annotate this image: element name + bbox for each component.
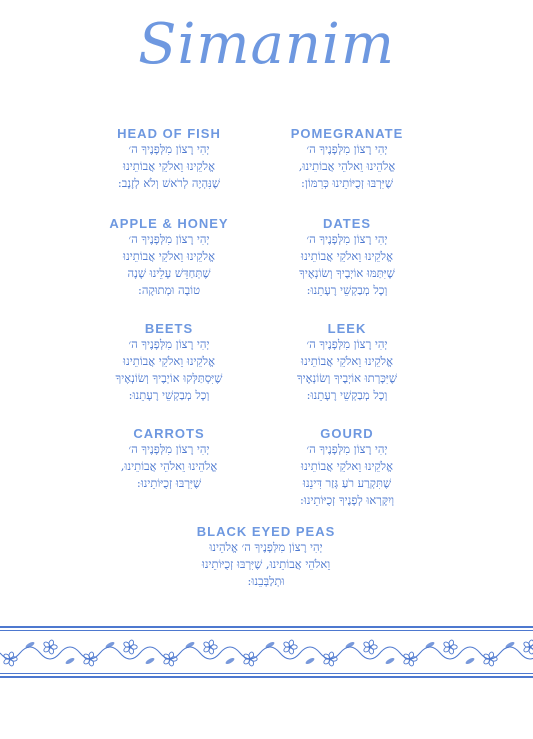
blessing-line: אֱלֹקֵינוּ וֵאלֹקֵי אֲבוֹתֵינוּ [123,249,215,263]
blessing-line: אֱלֹהֵינוּ וֵאלֹהֵי אֲבוֹתֵינוּ, [120,459,218,473]
flower-icon [203,639,217,654]
blessing-line: יְהִי רָצוֹן מִלְּפָנֶיךָ ה׳ [306,142,388,156]
flower-icon [243,651,257,666]
page-title: Simanim [138,12,395,77]
blessing-line: יְהִי רָצוֹן מִלְּפָנֶיךָ ה׳ אֱלֹהֵינוּ [209,540,323,554]
flower-icon [523,639,533,654]
blessing-line: אֱלֹקֵינוּ וֵאלֹקֵי אֲבוֹתֵינוּ [301,459,393,473]
blessing-line: יְהִי רָצוֹן מִלְּפָנֶיךָ ה׳ [128,142,210,156]
flower-icon [403,651,417,666]
block-head-of-fish [84,126,254,192]
leaf-icon [225,657,236,665]
flower-icon [323,651,337,666]
blessing-line: וְכָל מְבַקְשֵׁי רָעָתֵנוּ: [128,388,210,402]
block-pomegranate [262,126,432,192]
blessing-line: שֶׁנִּהְיֶה לְרֹאשׁ וְלֹא לְזָנָב: [117,176,221,190]
border-rule-bottom-inner [0,673,533,674]
block-carrots [84,426,254,492]
blessing-line: אֱלֹקֵינוּ וֵאלֹקֵי אֲבוֹתֵינוּ [123,354,215,368]
block-heading: BEETS [144,321,194,336]
flower-icon [3,651,17,666]
blessing-line: יְהִי רָצוֹן מִלְּפָנֶיךָ ה׳ [306,232,388,246]
block-heading: LEEK [327,321,367,336]
blessing-line: אֱלֹקֵינוּ וֵאלֹקֵי אֲבוֹתֵינוּ [123,159,215,173]
blessing-line: וְיִקָּרְאוּ לְפָנֶיךָ זְכֻיּוֹתֵינוּ: [299,493,395,507]
block-heading: GOURD [320,426,374,441]
blessing-line: יְהִי רָצוֹן מִלְּפָנֶיךָ ה׳ [306,442,388,456]
floral-vine-icon [0,633,533,673]
leaf-icon [145,657,156,665]
leaf-icon [385,657,396,665]
floral-vine-border-icon [0,626,533,678]
blessing-line: שֶׁיִּרְבּוּ זְכֻיּוֹתֵינוּ כְּרִמּוֹן: [301,176,393,190]
flower-icon [123,639,137,654]
blessing-line: שֶׁיִּכָּרְתוּ אוֹיְבֶיךָ וְשׂוֹנְאֶיךָ [296,371,398,385]
block-heading: HEAD OF FISH [117,126,221,141]
flower-icon [363,639,377,654]
blessing-line: שֶׁתִּקְרַע רֹעַ גְּזַר דִּינֵנוּ [302,476,392,490]
blessing-line: יְהִי רָצוֹן מִלְּפָנֶיךָ ה׳ [128,232,210,246]
blessing-line: שֶׁיִּסְתַּלְּקוּ אוֹיְבֶיךָ וְשׂוֹנְאֶיךָ [115,371,223,385]
flower-icon [483,651,497,666]
leaf-icon [65,657,76,665]
block-leek [262,321,432,404]
blessing-line: יְהִי רָצוֹן מִלְּפָנֶיךָ ה׳ [306,337,388,351]
blessing-line: וְכָל מְבַקְשֵׁי רָעָתֵנוּ: [306,388,388,402]
border-rule-top-inner [0,630,533,631]
blessing-line: שֶׁיִּרְבּוּ זְכֻיּוֹתֵינוּ: [136,476,202,490]
leaf-icon [465,657,476,665]
flower-icon [283,639,297,654]
block-gourd [262,426,432,509]
blessing-line: אֱלֹהֵינוּ וֵאלֹהֵי אֲבוֹתֵינוּ, [298,159,396,173]
block-heading: BLACK EYED PEAS [196,524,336,539]
block-heading: CARROTS [133,426,205,441]
blessing-line: יְהִי רָצוֹן מִלְּפָנֶיךָ ה׳ [128,442,210,456]
leaf-icon [305,657,316,665]
flower-icon [443,639,457,654]
blessing-line: וֵאלֹהֵי אֲבוֹתֵינוּ, שֶׁיִּרְבּוּ זְכֻיּוֹתֵינוּ [201,557,331,571]
border-rule-top [0,626,533,628]
block-black-eyed-peas [166,524,366,590]
block-beets [84,321,254,404]
blessing-line: שֶׁיִּתַּמּוּ אוֹיְבֶיךָ וְשׂוֹנְאֶיךָ [299,266,395,280]
block-apple-honey [84,216,254,299]
block-heading: DATES [322,216,372,231]
block-heading: POMEGRANATE [290,126,404,141]
block-dates [262,216,432,299]
flower-icon [83,651,97,666]
flower-icon [43,639,57,654]
blessing-line: יְהִי רָצוֹן מִלְּפָנֶיךָ ה׳ [128,337,210,351]
blessing-line: אֱלֹקֵינוּ וֵאלֹקֵי אֲבוֹתֵינוּ [301,249,393,263]
flower-icon [163,651,177,666]
blessing-line: אֱלֹקֵינוּ וֵאלֹקֵי אֲבוֹתֵינוּ [301,354,393,368]
blessing-line: שֶׁתְּחַדֵּשׁ עָלֵינוּ שָׁנָה [127,266,211,280]
block-heading: APPLE & HONEY [109,216,229,231]
blessing-line: וְכָל מְבַקְשֵׁי רָעָתֵנוּ: [306,283,388,297]
blessing-line: וּתְלַבְּבֵנוּ: [247,574,285,588]
border-rule-bottom [0,676,533,678]
blessing-line: טוֹבָה וּמְתוּקָה: [137,283,201,297]
